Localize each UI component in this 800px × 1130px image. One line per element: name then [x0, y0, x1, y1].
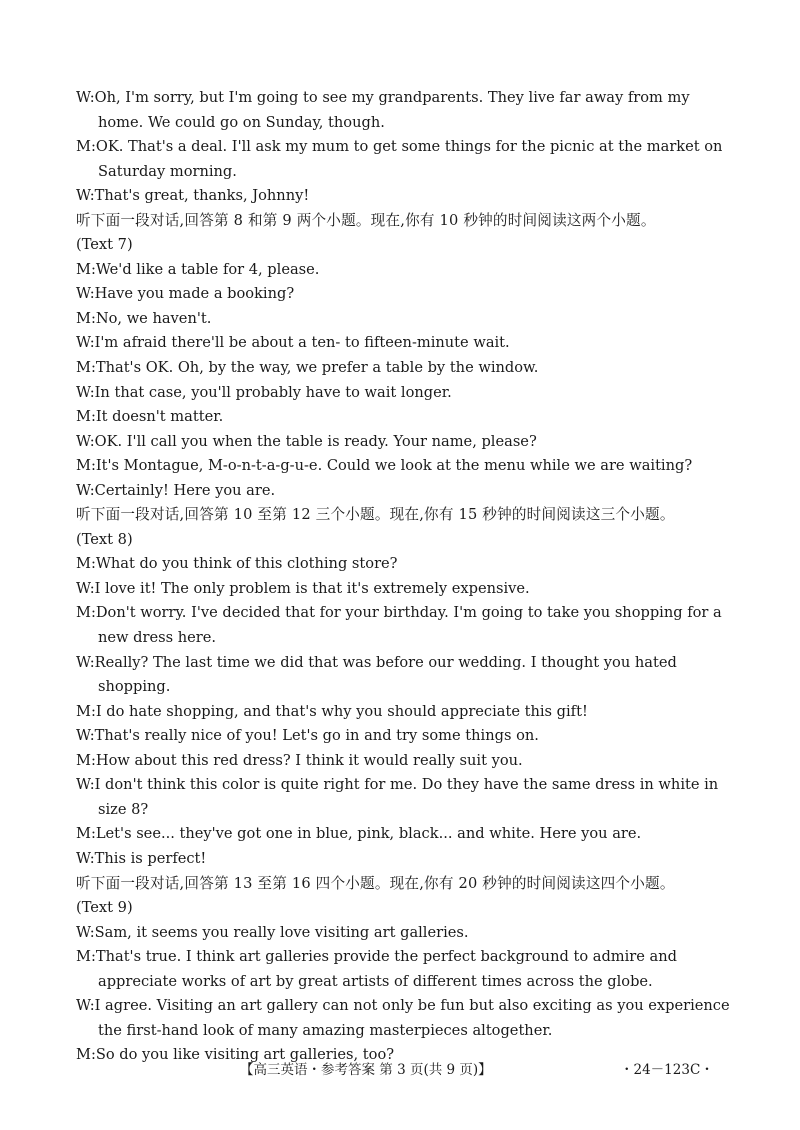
dialogue-line: M:Don't worry. I've decided that for your birthday. I'm going to take you shopping for a new dress here.: [76, 604, 722, 647]
dialogue-line: W:I agree. Visiting an art gallery can not only be fun but also exciting as you experience the first-hand look of many amazing masterpieces altogether.: [76, 997, 730, 1039]
dialogue-line: M:OK. That's a deal. I'll ask my mum to get some things for the picnic at the market on Saturday morning.: [76, 138, 723, 180]
dialogue-line: W:In that case, you'll probably have to wait longer.: [76, 383, 452, 401]
dialogue-line: W:That's really nice of you! Let's go in and try some things on.: [76, 727, 539, 745]
footer-document-code: ・24－123C・: [620, 1062, 714, 1078]
document-body: [76, 86, 730, 1068]
dialogue-line: W:Have you made a booking?: [76, 285, 295, 303]
dialogue-line: W:I love it! The only problem is that it's extremely expensive.: [76, 579, 530, 597]
dialogue-line: W:Really? The last time we did that was before our wedding. I thought you hated shopping.: [76, 653, 677, 696]
dialogue-line: M:I do hate shopping, and that's why you should appreciate this gift!: [76, 702, 588, 720]
dialogue-line: M:No, we haven't.: [76, 309, 212, 327]
dialogue-line: W:I'm afraid there'll be about a ten- to fifteen-minute wait.: [76, 334, 510, 352]
dialogue-line: W:I don't think this color is quite right for me. Do they have the same dress in white in size 8?: [76, 776, 719, 818]
dialogue-line: M:What do you think of this clothing store?: [76, 555, 398, 573]
dialogue-line: M:It doesn't matter.: [76, 408, 224, 426]
section-instruction: 听下面一段对话,回答第 10 至第 12 三个小题。现在,你有 15 秒钟的时间阅读这三个小题。: [76, 506, 675, 524]
section-instruction: 听下面一段对话,回答第 13 至第 16 四个小题。现在,你有 20 秒钟的时间阅读这四个小题。: [76, 874, 675, 892]
dialogue-line: M:Let's see... they've got one in blue, pink, black... and white. Here you are.: [76, 825, 642, 843]
dialogue-line: M:That's OK. Oh, by the way, we prefer a table by the window.: [76, 359, 539, 377]
dialogue-line: M:How about this red dress? I think it would really suit you.: [76, 751, 523, 769]
dialogue-line: W:OK. I'll call you when the table is ready. Your name, please?: [76, 432, 537, 450]
dialogue-line: W:Certainly! Here you are.: [76, 481, 276, 499]
dialogue-line: M:That's true. I think art galleries provide the perfect background to admire and appreciate works of art by great artists of different times across the globe.: [76, 948, 677, 990]
footer-page-info: 【高三英语・参考答案 第 3 页(共 9 页)】: [240, 1062, 492, 1078]
text-label: (Text 8): [76, 530, 133, 548]
dialogue-line: M:We'd like a table for 4, please.: [76, 260, 320, 278]
dialogue-line: M:So do you like visiting art galleries, too?: [76, 1046, 395, 1064]
page-footer: [0, 1058, 800, 1080]
text-label: (Text 7): [76, 236, 133, 254]
dialogue-line: W:Oh, I'm sorry, but I'm going to see my grandparents. They live far away from my home. We could go on Sunday, though.: [76, 89, 690, 131]
dialogue-line: W:That's great, thanks, Johnny!: [76, 187, 310, 205]
section-instruction: 听下面一段对话,回答第 8 和第 9 两个小题。现在,你有 10 秒钟的时间阅读这两个小题。: [76, 211, 656, 229]
dialogue-line: W:This is perfect!: [76, 849, 207, 867]
text-label: (Text 9): [76, 899, 133, 917]
dialogue-line: W:Sam, it seems you really love visiting art galleries.: [76, 923, 469, 941]
dialogue-line: M:It's Montague, M-o-n-t-a-g-u-e. Could we look at the menu while we are waiting?: [76, 457, 693, 475]
